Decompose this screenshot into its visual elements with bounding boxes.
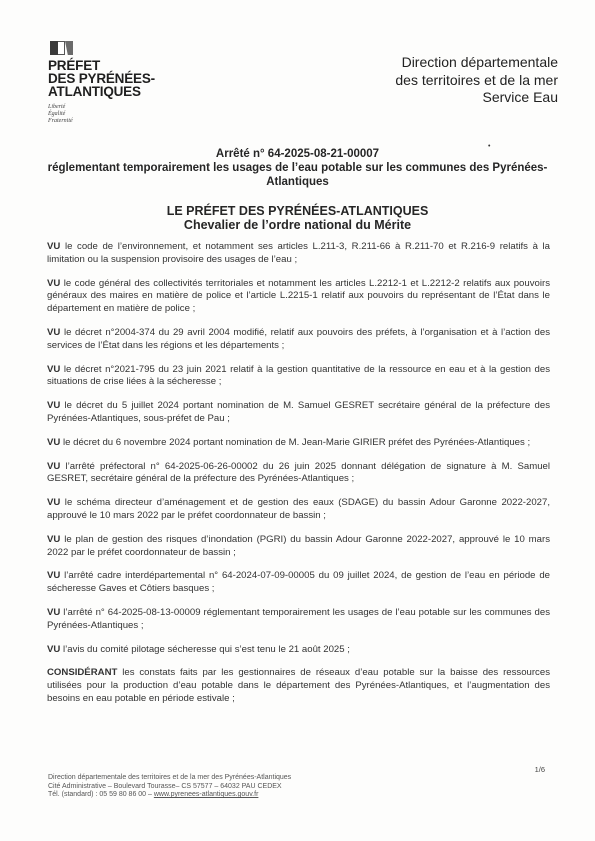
- clause-text: le décret du 5 juillet 2024 portant nomination de M. Samuel GESRET secrétaire général de la préfecture des Pyrénées-Atlantiques, sous-préfet de Pau ;: [47, 400, 550, 424]
- clause-text: l’avis du comité pilotage sécheresse qui s’est tenu le 21 août 2025 ;: [60, 643, 350, 655]
- clause-keyword: VU: [47, 277, 61, 289]
- clause-keyword: VU: [47, 606, 61, 618]
- clause-text: le code général des collectivités territoriales et notamment les articles L.2212-1 et L.2212-2 relatifs aux pouvoirs généraux des maires en matière de police et l’article L.2215-1 relatif aux pouvoirs du représentant de l’État dans le département en matière de police ;: [47, 277, 550, 315]
- authority-heading: LE PRÉFET DES PYRÉNÉES-ATLANTIQUES Chevalier de l’ordre national du Mérite: [166, 204, 429, 232]
- clause-keyword: VU: [47, 460, 61, 472]
- clause-text: le décret du 6 novembre 2024 portant nomination de M. Jean-Marie GIRIER préfet des Pyrénées-Atlantiques ;: [60, 436, 531, 448]
- republic-motto: Liberté Égalité Fraternité: [48, 104, 73, 124]
- decree-title: [40, 147, 555, 189]
- issuing-department: Direction départementale des territoires et de la mer Service Eau: [395, 54, 558, 105]
- clause-keyword: VU: [47, 436, 61, 448]
- clause-item: [47, 607, 550, 633]
- clauses-list: [47, 241, 550, 717]
- clause-item: [47, 461, 550, 487]
- clause-item: [47, 241, 550, 267]
- page-number: 1/6: [534, 765, 545, 774]
- clause-text: le code de l’environnement, et notamment ses articles L.211-3, R.211-66 à R.211-70 et R.216-9 relatifs à la limitation ou la suspension provisoire des usages de l’eau ;: [47, 241, 550, 265]
- marianne-flag-icon: [50, 41, 168, 55]
- clause-item: [47, 497, 550, 523]
- clause-text: l’arrêté cadre interdépartemental n° 64-2024-07-09-00005 du 09 juillet 2024, de gestion de l’eau en période de sécheresse Gaves et Côtiers basques ;: [47, 570, 550, 595]
- clause-item: [47, 437, 550, 450]
- clause-keyword: VU: [47, 241, 61, 252]
- clause-keyword: VU: [47, 400, 61, 412]
- clause-keyword: VU: [47, 570, 61, 582]
- clause-keyword: VU: [47, 497, 61, 509]
- clause-item: [47, 278, 550, 316]
- clause-text: l’arrêté préfectoral n° 64-2025-06-26-00002 du 26 juin 2025 donnant délégation de signature à M. Samuel GESRET, secrétaire général de la préfecture des Pyrénées-Atlantiques ;: [47, 460, 550, 485]
- clause-text: les constats faits par les gestionnaires de réseaux d’eau potable sur la baisse des ressources utilisées pour la production d’eau potable dans le département des Pyrénées-Atlantiques, et l’augmentation des besoins en eau potable en période estivale ;: [47, 667, 550, 704]
- clause-text: le décret n°2004-374 du 29 avril 2004 modifié, relatif aux pouvoirs des préfets, à l’organisation et à l’action des services de l’État dans les régions et les départements ;: [47, 326, 550, 351]
- clause-keyword: CONSIDÉRANT: [47, 667, 118, 679]
- clause-item: [47, 534, 550, 560]
- clause-text: le schéma directeur d’aménagement et de gestion des eaux (SDAGE) du bassin Adour Garonne 2022-2027, approuvé le 10 mars 2022 par le préfet coordonnateur de bassin ;: [47, 497, 550, 521]
- clause-keyword: VU: [47, 326, 61, 338]
- decree-subject: réglementant temporairement les usages de l’eau potable sur les communes des Pyrénées-Atlantiques: [47, 162, 548, 188]
- clause-keyword: VU: [47, 363, 61, 375]
- clause-text: le décret n°2021-795 du 23 juin 2021 relatif à la gestion quantitative de la ressource en eau et à la gestion des situations de crise liées à la sécheresse ;: [47, 363, 550, 388]
- page-footer: Direction départementale des territoires et de la mer des Pyrénées-Atlantiques Cité Administrative – Boulevard Tourasse– CS 57577 – 64032 PAU CEDEX Tél. (standard) : 05 59 80 86 00 – www.pyrenees-atlantiques.gouv.fr: [48, 774, 292, 798]
- prefecture-logo: [48, 41, 168, 125]
- clause-item: [47, 644, 550, 657]
- clause-keyword: VU: [47, 533, 61, 545]
- decree-number: Arrêté n° 64-2025-08-21-00007: [215, 148, 380, 160]
- website-link[interactable]: www.pyrenees-atlantiques.gouv.fr: [153, 791, 259, 798]
- clause-item: [47, 667, 550, 705]
- clause-item: [47, 364, 550, 390]
- clause-item: [47, 570, 550, 596]
- clause-item: [47, 327, 550, 353]
- clause-keyword: VU: [47, 643, 61, 655]
- clause-item: [47, 400, 550, 426]
- prefecture-name: PRÉFET DES PYRÉNÉES- ATLANTIQUES: [48, 58, 155, 99]
- clause-text: le plan de gestion des risques d’inondation (PGRI) du bassin Adour Garonne 2022-2027, approuvé le 10 mars 2022 par le préfet coordonnateur de bassin ;: [47, 533, 550, 558]
- clause-text: l’arrêté n° 64-2025-08-13-00009 réglementant temporairement les usages de l’eau potable sur les communes des Pyrénées-Atlantiques ;: [47, 606, 550, 631]
- scan-mark: •: [488, 143, 491, 150]
